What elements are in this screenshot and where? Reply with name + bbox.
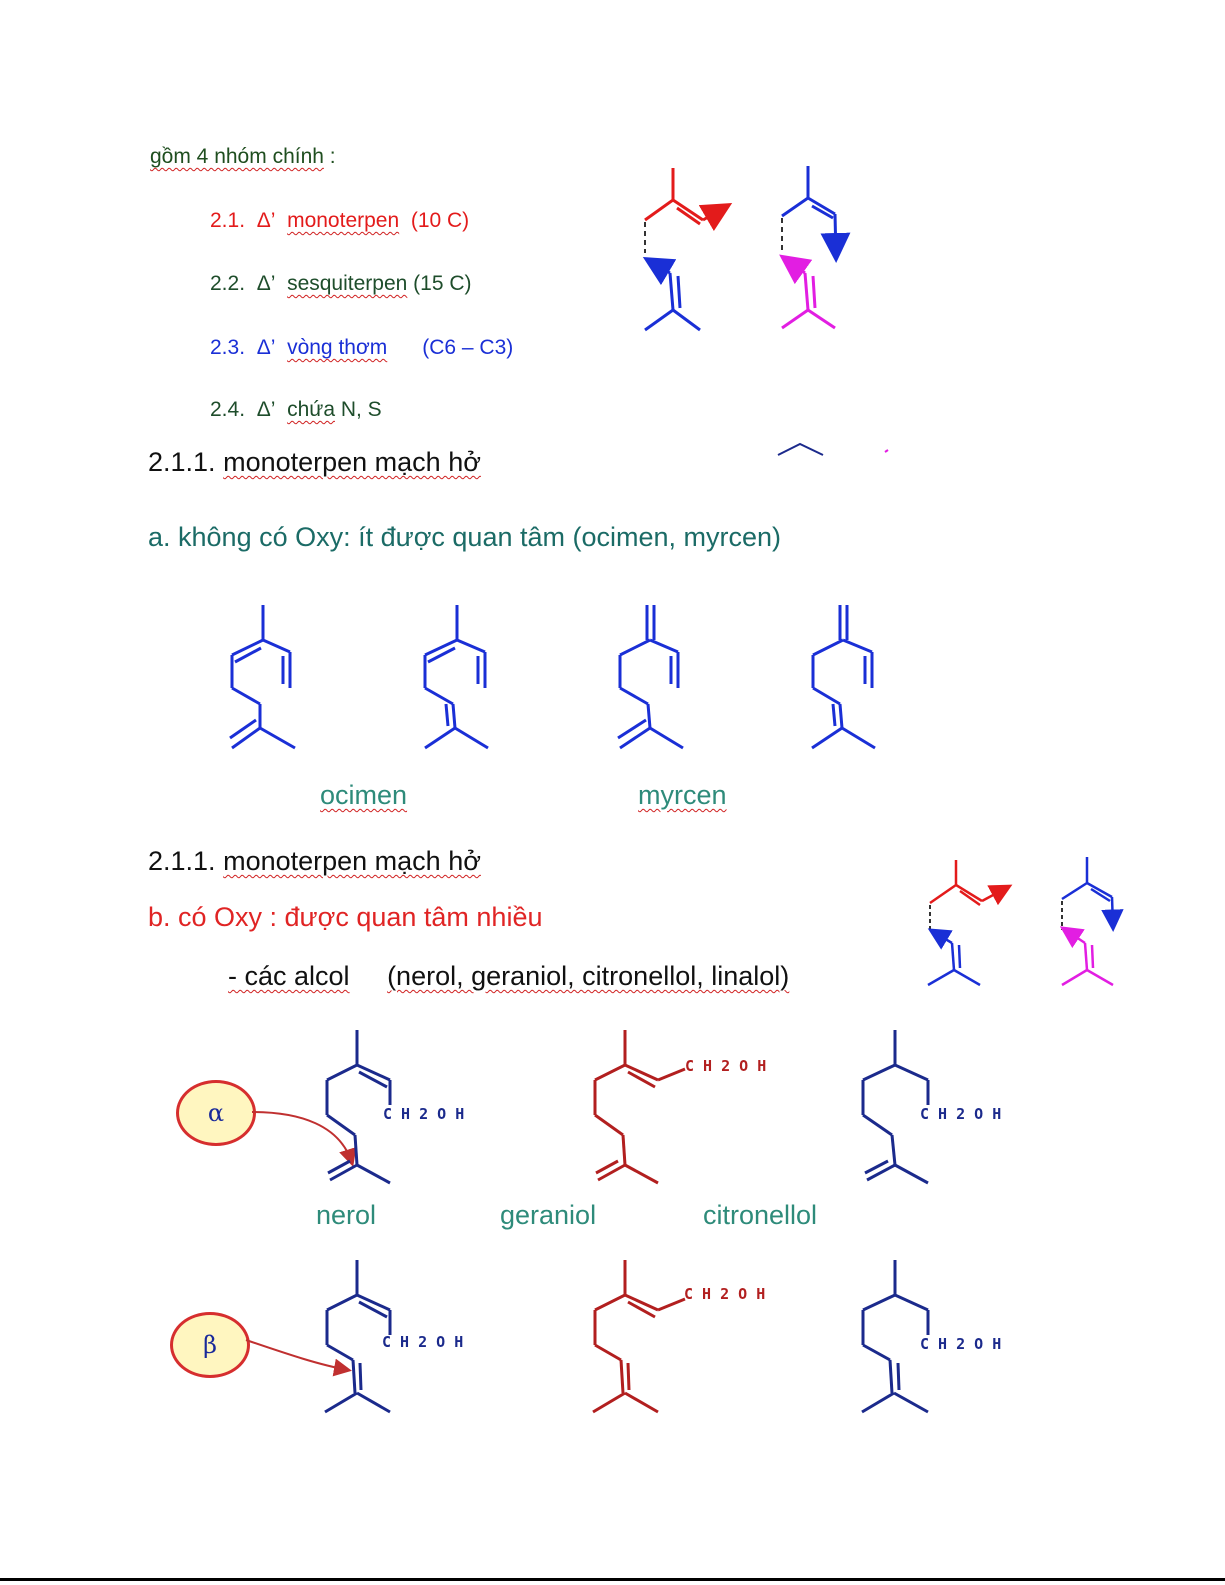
magenta-isoprene-unit: [782, 258, 835, 328]
citronellol-beta-structure: [862, 1260, 928, 1412]
group-detail: N, S: [340, 398, 382, 421]
group-detail: (10 C): [410, 209, 470, 232]
group-num: 2.4.: [210, 398, 246, 421]
ch2oh-label: C H 2 O H: [684, 1285, 766, 1303]
intro-line: [150, 145, 336, 169]
group-name: monoterpen: [287, 209, 400, 232]
ch2oh-label: C H 2 O H: [382, 1333, 464, 1351]
group-name: vòng thơm: [287, 336, 388, 359]
label-myrcen: myrcen: [638, 780, 727, 810]
heading-num: 2.1.1.: [148, 846, 216, 876]
group-delta: Δ’: [256, 272, 276, 295]
myrcen-structure-2: [812, 605, 875, 748]
group-item-sesquiterpen: [210, 272, 472, 296]
alcol-line: [228, 961, 789, 992]
alpha-arrow: [252, 1112, 352, 1163]
blue-isoprene-unit: [645, 260, 700, 330]
section1-heading: [148, 447, 481, 478]
group-item-monoterpen: [210, 209, 469, 233]
group-num: 2.1.: [210, 209, 246, 232]
red-isoprene-unit: [645, 168, 727, 224]
label-ocimen: ocimen: [320, 780, 408, 810]
blue-isoprene-unit-2: [782, 166, 836, 257]
section2-sub-b: b. có Oxy : được quan tâm nhiều: [148, 902, 543, 932]
nerol-beta-structure: [325, 1260, 390, 1412]
alpha-circle: α: [176, 1080, 256, 1146]
isoprene-coupling-diagram: [630, 160, 860, 340]
group-num: 2.2.: [210, 272, 246, 295]
isoprene-coupling-diagram-small: [920, 855, 1140, 995]
myrcen-structure-1: [618, 605, 683, 748]
ch2oh-label: C H 2 O H: [920, 1105, 1002, 1123]
ocimen-structure-2: [425, 605, 488, 748]
group-delta: Δ’: [256, 336, 276, 359]
label-geraniol: geraniol: [500, 1200, 597, 1230]
group-item-chua-ns: [210, 398, 382, 422]
heading-text: monoterpen mạch hở: [223, 846, 481, 876]
heading-num: 2.1.1.: [148, 447, 216, 477]
intro-text: gồm 4 nhóm chính: [150, 145, 324, 168]
geraniol-beta-structure: [593, 1260, 685, 1412]
section1-sub-a: a. không có Oxy: ít được quan tâm (ocimen, myrcen): [148, 522, 782, 552]
beta-arrow: [246, 1340, 348, 1370]
group-name: sesquiterpen: [287, 272, 408, 295]
section2-heading: [148, 846, 481, 877]
ch2oh-label: C H 2 O H: [383, 1105, 465, 1123]
ocimen-myrcen-structures: [220, 600, 900, 760]
group-num: 2.3.: [210, 336, 246, 359]
label-nerol: nerol: [316, 1200, 377, 1230]
beta-circle: β: [170, 1312, 250, 1378]
group-item-vong-thom: [210, 336, 513, 360]
group-delta: Δ’: [256, 398, 276, 421]
ch2oh-label: C H 2 O H: [920, 1335, 1002, 1353]
group-delta: Δ’: [256, 209, 276, 232]
label-citronellol: citronellol: [703, 1200, 818, 1230]
heading-text: monoterpen mạch hở: [223, 447, 481, 477]
beta-alcohol-structures: [240, 1255, 1000, 1420]
alcol-list: (nerol, geraniol, citronellol, linalol): [387, 961, 790, 991]
ocimen-structure-1: [230, 605, 295, 748]
ch2oh-label: C H 2 O H: [685, 1057, 767, 1075]
alpha-alcohol-structures: [240, 1025, 1000, 1190]
nerol-alpha-structure: [327, 1030, 390, 1183]
cropped-structure-fragment: [775, 440, 895, 460]
geraniol-alpha-structure: [595, 1030, 685, 1183]
group-detail: (15 C): [413, 272, 472, 295]
page-bottom-rule: [0, 1578, 1225, 1581]
citronellol-alpha-structure: [863, 1030, 928, 1183]
group-name: chứa: [287, 398, 335, 421]
alcol-prefix: - các alcol: [228, 961, 350, 991]
intro-colon: :: [323, 145, 336, 168]
group-detail: (C6 – C3): [422, 336, 514, 359]
